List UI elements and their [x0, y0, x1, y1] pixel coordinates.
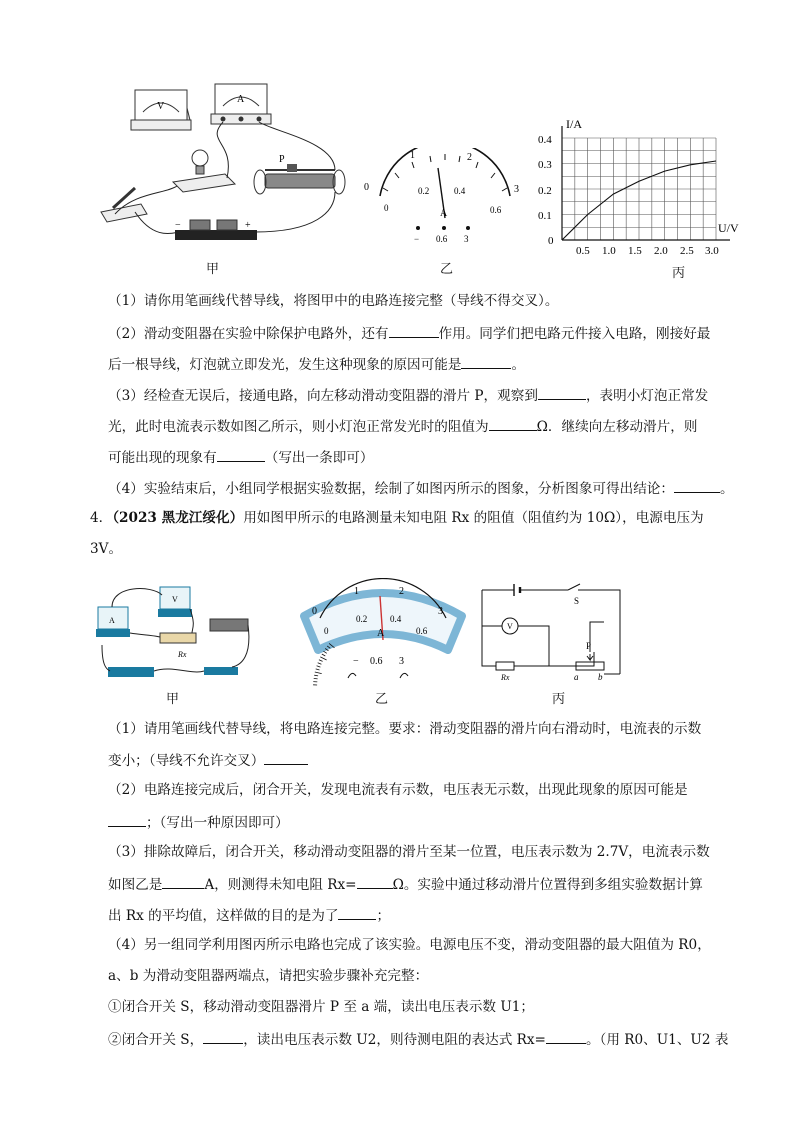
ytick-0-1: 0.1 — [538, 210, 552, 222]
q4-dial-unit: A — [377, 628, 385, 639]
xtick-2-5: 2.5 — [680, 245, 694, 257]
dial-inner-1: 0.2 — [418, 186, 430, 196]
q4-title: 4．（2023 黑龙江绥化）用如图甲所示的电路测量未知电阻 Rx 的阻值（阻值约为 10Ω），电源电压为 — [90, 510, 704, 526]
q4-dial-outer-0: 0 — [312, 606, 317, 617]
q4-caption-jia: 甲 — [166, 692, 180, 707]
xtick-2-0: 2.0 — [654, 245, 668, 257]
q3-blank-2[interactable] — [461, 354, 511, 369]
q4-blank-6[interactable] — [203, 1029, 243, 1044]
q4-schem-v: V — [507, 622, 513, 631]
graph-ylabel: I/A — [566, 117, 582, 131]
dial-outer-0: 0 — [364, 182, 369, 193]
q3-blank-6[interactable] — [674, 478, 720, 493]
q4-dial-inner-3: 0.6 — [416, 626, 428, 636]
switch — [101, 188, 147, 222]
q3-part2-line2: 后一根导线，灯泡就立即发光，发生这种现象的原因可能是 。 — [108, 354, 708, 374]
q4-part3-line2: 如图乙是 A，则测得未知电阻 Rx= Ω。实验中通过移动滑片位置得到多组实验数据计算 — [108, 874, 708, 894]
q4-part1-line2: 变小；（导线不允许交叉） — [108, 750, 708, 770]
q3-part3-line1: （3）经检查无误后，接通电路，向左移动滑动变阻器的滑片 P，观察到 ，表明小灯泡正常发 — [108, 385, 708, 405]
xtick-0-5: 0.5 — [576, 245, 590, 257]
ytick-0-2: 0.2 — [538, 185, 552, 197]
dial-unit: A — [440, 208, 448, 219]
xtick-1-5: 1.5 — [628, 245, 642, 257]
q4-dial-inner-0: 0 — [324, 626, 329, 636]
q4-step1: ①闭合开关 S，移动滑动变阻器滑片 P 至 a 端，读出电压表示数 U1； — [108, 999, 535, 1015]
terminal-0-6: 0.6 — [436, 234, 448, 244]
q4-caption-yi: 乙 — [375, 692, 389, 707]
dial-tick — [316, 669, 320, 670]
ammeter-dial-yi — [360, 148, 530, 248]
ytick-0-4: 0.4 — [538, 134, 552, 146]
ytick-0-3: 0.3 — [538, 159, 552, 171]
q4-dial-outer-3: 3 — [438, 606, 443, 617]
q4-part3-line3: 出 Rx 的平均值，这样做的目的是为了 ； — [108, 905, 708, 925]
q4-part4-line2: a、b 为滑动变阻器两端点，请把实验步骤补充完整： — [108, 968, 429, 984]
q4-title-line2: 3V。 — [90, 541, 123, 557]
dial-outer-3: 3 — [514, 184, 519, 195]
q4-caption-bing: 丙 — [552, 692, 566, 707]
q4-circuit-jia — [92, 585, 252, 685]
q4-part1-line1: （1）请用笔画线代替导线，将电路连接完整。要求：滑动变阻器的滑片向右滑动时，电流表的示数 — [108, 721, 702, 737]
terminal-minus: − — [414, 234, 420, 244]
lamp — [173, 150, 235, 192]
q4-schematic-bing — [474, 582, 634, 682]
dial-tick — [315, 672, 322, 674]
q3-blank-3[interactable] — [538, 385, 586, 400]
q4-blank-2[interactable] — [108, 812, 146, 827]
xtick-1-0: 1.0 — [602, 245, 616, 257]
q4-terminal-0-6: 0.6 — [370, 656, 383, 667]
dial-outer-1: 1 — [410, 150, 415, 161]
dial-outer-2: 2 — [467, 152, 472, 163]
rheostat — [254, 154, 345, 194]
dial-inner-3: 0.6 — [490, 205, 502, 215]
q4-voltmeter-label: V — [172, 595, 178, 604]
q4-rx-label: Rx — [178, 650, 187, 659]
q3-part3-line3: 可能出现的现象有 （写出一条即可） — [108, 447, 708, 467]
dial-tick — [323, 651, 326, 653]
q4-part3-line1: （3）排除故障后，闭合开关，移动滑动变阻器的滑片至某一位置，电压表示数为 2.7V，电流表示数 — [108, 844, 710, 860]
q4-part2-line1: （2）电路连接完成后，闭合开关，发现电流表有示数，电压表无示数，出现此现象的原因可能是 — [108, 782, 688, 798]
q3-part4: （4）实验结束后，小组同学根据实验数据，绘制了如图丙所示的图象，分析图象可得出结论： 。 — [108, 478, 708, 498]
q4-schem-a: a — [574, 672, 579, 682]
dial-tick — [314, 675, 318, 676]
caption-jia: 甲 — [206, 262, 220, 277]
q4-ammeter-dial — [298, 578, 468, 686]
q4-schem-s: S — [574, 596, 580, 606]
dial-inner-2: 0.4 — [454, 186, 466, 196]
q3-blank-4[interactable] — [489, 416, 537, 431]
q3-part1: （1）请你用笔画线代替导线，将图甲中的电路连接完整（导线不得交叉）。 — [108, 293, 559, 309]
caption-bing: 丙 — [672, 266, 686, 281]
dial-tick — [314, 678, 318, 679]
q4-blank-5[interactable] — [338, 905, 376, 920]
q4-schem-p: P — [586, 641, 592, 651]
ytick-0: 0 — [548, 235, 554, 247]
slider-label-p: P — [279, 154, 285, 165]
dial-tick — [318, 663, 322, 664]
caption-yi: 乙 — [440, 262, 454, 277]
q3-blank-1[interactable] — [389, 323, 439, 338]
q4-schem-rx: Rx — [501, 673, 510, 682]
dial-tick — [320, 657, 326, 660]
q3-part3-line2: 光，此时电流表示数如图乙所示，则小灯泡正常发光时的阻值为 Ω．继续向左移动滑片，则 — [108, 416, 708, 436]
q4-ammeter-label: A — [109, 616, 115, 625]
graph-xlabel: U/V — [718, 221, 739, 235]
circuit-figure-jia — [95, 82, 355, 257]
q4-part4-line1: （4）另一组同学利用图丙所示电路也完成了该实验。电源电压不变，滑动变阻器的最大阻值为 R0， — [108, 937, 711, 953]
voltmeter-label: V — [157, 101, 165, 112]
dial-tick — [322, 654, 326, 656]
q4-dial-outer-1: 1 — [354, 586, 359, 597]
ammeter — [211, 84, 271, 124]
xtick-3-0: 3.0 — [705, 245, 719, 257]
q4-part2-line2: ；（写出一种原因即可） — [108, 812, 708, 832]
iu-graph-bing — [530, 110, 760, 260]
dial-tick — [317, 666, 321, 667]
q3-part2-line1: （2）滑动变阻器在实验中除保护电路外，还有 作用。同学们把电路元件接入电路，刚接好最 — [108, 323, 708, 343]
q4-blank-3[interactable] — [162, 874, 204, 889]
q4-dial-inner-1: 0.2 — [356, 614, 368, 624]
q4-step2: ②闭合开关 S， ，读出电压表示数 U2，则待测电阻的表达式 Rx= 。（用 R0、U1、U2 表 — [108, 1029, 708, 1049]
q4-terminal-minus: − — [353, 656, 359, 667]
q4-blank-4[interactable] — [357, 874, 393, 889]
q4-blank-1[interactable] — [264, 750, 308, 765]
battery-minus: − — [175, 220, 181, 231]
voltmeter — [131, 90, 191, 130]
battery-plus: + — [245, 220, 251, 231]
q4-dial-outer-2: 2 — [399, 586, 404, 597]
terminal-3: 3 — [464, 234, 469, 244]
dial-tick — [319, 660, 323, 662]
battery — [175, 220, 257, 240]
q4-blank-7[interactable] — [546, 1029, 586, 1044]
q4-terminal-3: 3 — [399, 656, 404, 667]
q4-schem-b: b — [598, 672, 603, 682]
q4-dial-inner-2: 0.4 — [390, 614, 402, 624]
ammeter-label: A — [237, 94, 245, 105]
dial-inner-0: 0 — [384, 203, 389, 213]
q3-blank-5[interactable] — [217, 447, 265, 462]
